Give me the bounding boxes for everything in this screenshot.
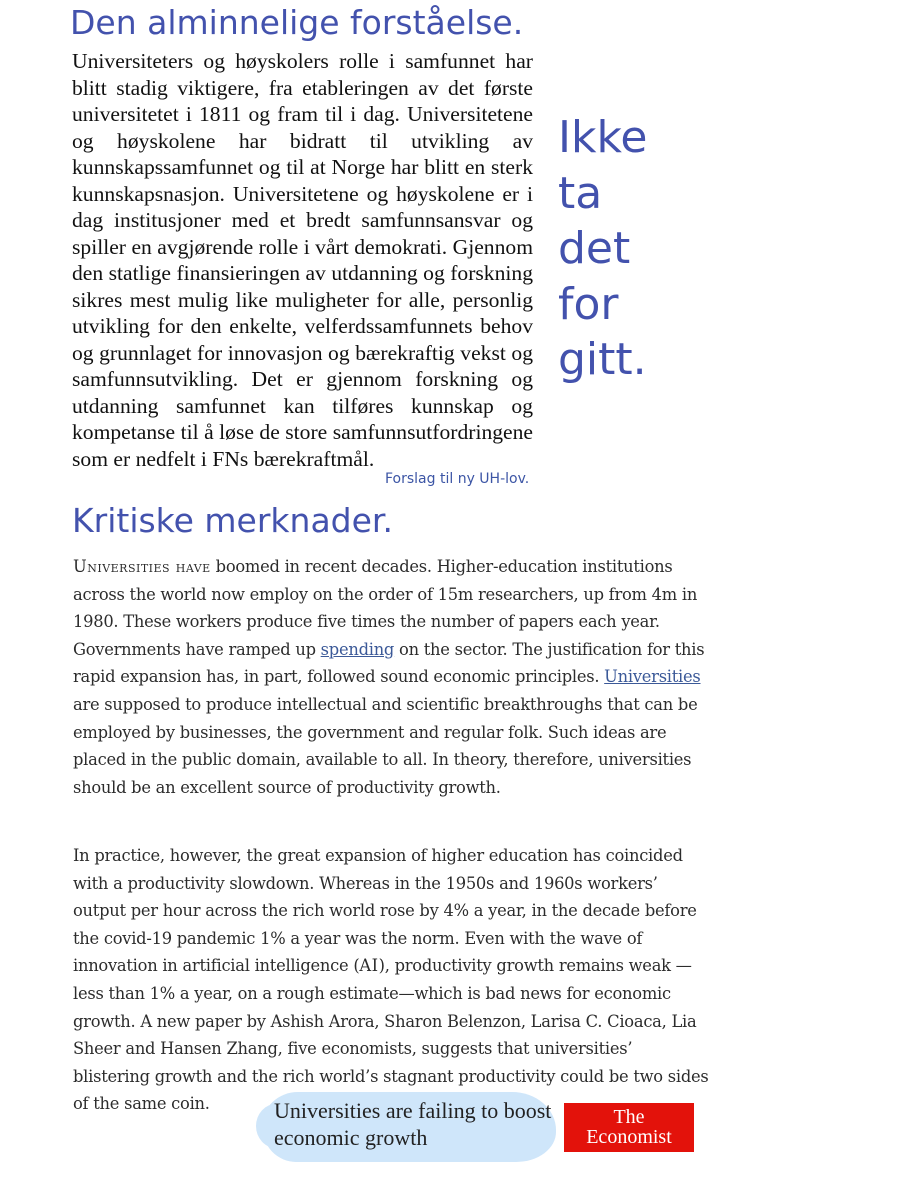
text-run: on the sector. The justification for this rapid expansion has, in part, followed sound economic principles. [73,639,705,687]
side-word: ta [558,167,603,219]
ai-abbreviation: AI [359,956,379,976]
side-word: gitt. [558,334,647,385]
logo-line: The [613,1106,645,1128]
article-paragraph-2 [73,842,709,1118]
heading-kritiske-merknader: Kritiske merknader. [72,501,393,540]
heading-den-alminnelige: Den alminnelige forståelse. [70,3,524,42]
norwegian-quote-paragraph: Universiteters og høyskolers rolle i samfunnet har blitt stadig viktigere, fra etableringen av det første universitetet i 1811 og fram til i dag. Universitetene og høyskolene har bidratt til utvikling av kunnskapssamfunnet og til at Norge har blitt en sterk kunnskapsnasjon. Universitetene og høyskolene er i dag institusjoner med et bredt samfunnsansvar og spiller en avgjørende rolle i vårt demokrati. Gjennom den statlige finansieringen av utdanning og forskning sikres mest mulig like muligheter for alle, personlig utvikling for den enkelte, velferdssamfunnets behov og grunnlaget for innovasjon og bærekraftig vekst og samfunnsutvikling. Det er gjennom forskning og utdanning samfunnet kan tilføres kunnskap og kompetanse til å løse de store samfunnsutfordringene som er nedfelt i FNs bærekraftmål. [72,49,533,471]
economist-logo [564,1103,694,1152]
side-word: det [558,223,631,274]
article-paragraph-1 [73,553,709,801]
article-headline: Universities are failing to boost economic growth [274,1098,552,1150]
text-run: In practice, however, the great expansion of higher education has coincided with a productivity slowdown. Whereas in the 1950s and 1960s workers’ output per hour across the rich world rose by 4% a year, in the decade before the covid-19 pandemic 1% a year was the norm. Even with the wave of innovation in artificial intelligence ( [73,846,697,976]
side-annotation [558,110,647,388]
text-run: boomed in recent decades. Higher-education institutions across the world now employ on the order of 15m researchers, up from 4m in 1980. These workers produce five times the number of papers each year. Governments have ramped up [73,557,698,659]
logo-line: Economist [586,1126,672,1148]
side-word: Ikke [558,112,648,163]
source-caption: Forslag til ny UH-lov. [385,471,530,487]
lead-in: Universities have [73,557,211,576]
spending-link[interactable]: spending [320,639,395,659]
universities-link[interactable]: Universities [604,667,701,687]
side-word: for [558,278,619,330]
text-run: ), productivity growth remains weak —less than 1% a year, on a rough estimate—which is bad news for economic growth. A new paper by Ashish Arora, Sharon Belenzon, Larisa C. Cioaca, Lia Sheer and Hansen Zhang, five economists, suggests that universities’ blistering growth and the rich world’s stagnant productivity could be two sides of the same coin. [73,956,709,1114]
text-run: are supposed to produce intellectual and scientific breakthroughs that can be employed by businesses, the government and regular folk. Such ideas are placed in the public domain, available to all. In theory, therefore, universities should be an excellent source of productivity growth. [73,694,698,797]
